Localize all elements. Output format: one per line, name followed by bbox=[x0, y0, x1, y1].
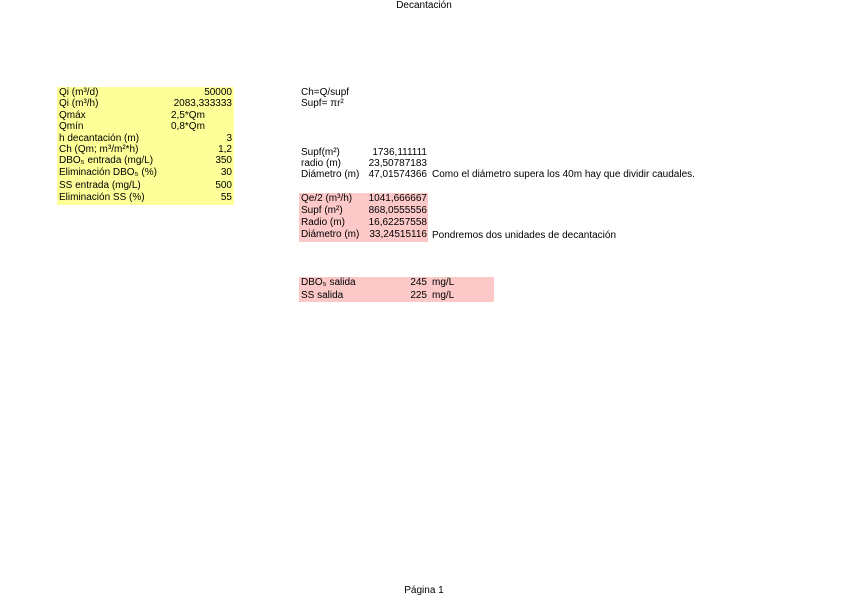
split-row-radius bbox=[299, 217, 699, 229]
result-value: 1736,111111 bbox=[372, 147, 427, 158]
single-unit-row-radius bbox=[299, 158, 699, 169]
result-unit: mg/L bbox=[432, 277, 455, 288]
split-row-surface bbox=[299, 205, 699, 217]
page-number: Página 1 bbox=[404, 585, 444, 596]
input-label: Eliminación SS (%) bbox=[59, 192, 145, 203]
result-value: 16,62257558 bbox=[368, 217, 427, 228]
result-label: radio (m) bbox=[301, 158, 342, 169]
input-row-bod-removal bbox=[57, 167, 234, 179]
formula-text: Ch=Q/supf bbox=[301, 87, 350, 98]
page-title: Decantación bbox=[396, 0, 452, 11]
input-value: 0,8*Qm bbox=[171, 121, 205, 132]
input-row-bod-in bbox=[57, 155, 234, 167]
input-label: Qi (m³/h) bbox=[59, 98, 99, 109]
input-label: h decantación (m) bbox=[59, 133, 140, 144]
result-value: 33,24515116 bbox=[369, 229, 427, 240]
input-label: DBO₅ entrada (mg/L) bbox=[59, 155, 154, 166]
result-note: Como el diámetro supera los 40m hay que dividir caudales. bbox=[432, 169, 695, 180]
input-value: 30 bbox=[220, 167, 232, 178]
result-value: 245 bbox=[410, 277, 427, 288]
result-unit: mg/L bbox=[432, 289, 455, 301]
input-row-ss-in bbox=[57, 180, 234, 192]
effluent-block bbox=[299, 277, 494, 302]
formula-surface-load bbox=[299, 87, 699, 98]
result-label: Diámetro (m) bbox=[301, 229, 360, 240]
input-label: SS entrada (mg/L) bbox=[59, 180, 141, 191]
input-parameters-block bbox=[57, 87, 234, 205]
input-label: Eliminación DBO₅ (%) bbox=[59, 167, 157, 178]
result-value: 47,01574366 bbox=[368, 169, 427, 180]
input-label: Qmín bbox=[59, 121, 84, 132]
result-value: 23,50787183 bbox=[368, 158, 427, 169]
input-value: 2083,333333 bbox=[173, 98, 232, 109]
result-value: 225 bbox=[410, 289, 427, 301]
result-label: Diámetro (m) bbox=[301, 169, 360, 180]
single-unit-row-surface bbox=[299, 147, 699, 158]
input-row-qmin bbox=[57, 121, 234, 133]
result-value: 868,0555556 bbox=[368, 205, 427, 216]
result-label: DBO₅ salida bbox=[301, 277, 356, 288]
formula-text: Supf= πr² bbox=[301, 98, 344, 109]
result-label: Radio (m) bbox=[301, 217, 345, 228]
input-label: Qmáx bbox=[59, 110, 86, 121]
input-row-qi-hourly bbox=[57, 98, 234, 110]
input-row-ss-removal bbox=[57, 192, 234, 204]
input-value: 50000 bbox=[204, 87, 232, 98]
split-units-block bbox=[299, 193, 428, 242]
input-value: 55 bbox=[220, 192, 232, 203]
split-row-flow bbox=[299, 193, 699, 205]
result-label: Supf(m²) bbox=[301, 147, 340, 158]
input-label: Qi (m³/d) bbox=[59, 87, 99, 98]
result-label: Qe/2 (m³/h) bbox=[301, 193, 353, 204]
input-label: Ch (Qm; m³/m²*h) bbox=[59, 144, 139, 155]
formula-surface-area bbox=[299, 98, 699, 109]
single-unit-row-diameter bbox=[299, 169, 699, 180]
effluent-row-ss bbox=[299, 290, 699, 302]
split-note: Pondremos dos unidades de decantación bbox=[432, 230, 617, 241]
result-label: SS salida bbox=[301, 289, 344, 301]
input-value: 500 bbox=[215, 180, 232, 191]
input-value: 3 bbox=[226, 133, 232, 144]
effluent-row-bod bbox=[299, 277, 699, 289]
input-value: 1,2 bbox=[218, 144, 232, 155]
result-value: 1041,666667 bbox=[368, 193, 427, 204]
result-label: Supf (m²) bbox=[301, 205, 343, 216]
input-value: 2,5*Qm bbox=[171, 110, 205, 121]
input-value: 350 bbox=[215, 155, 232, 166]
